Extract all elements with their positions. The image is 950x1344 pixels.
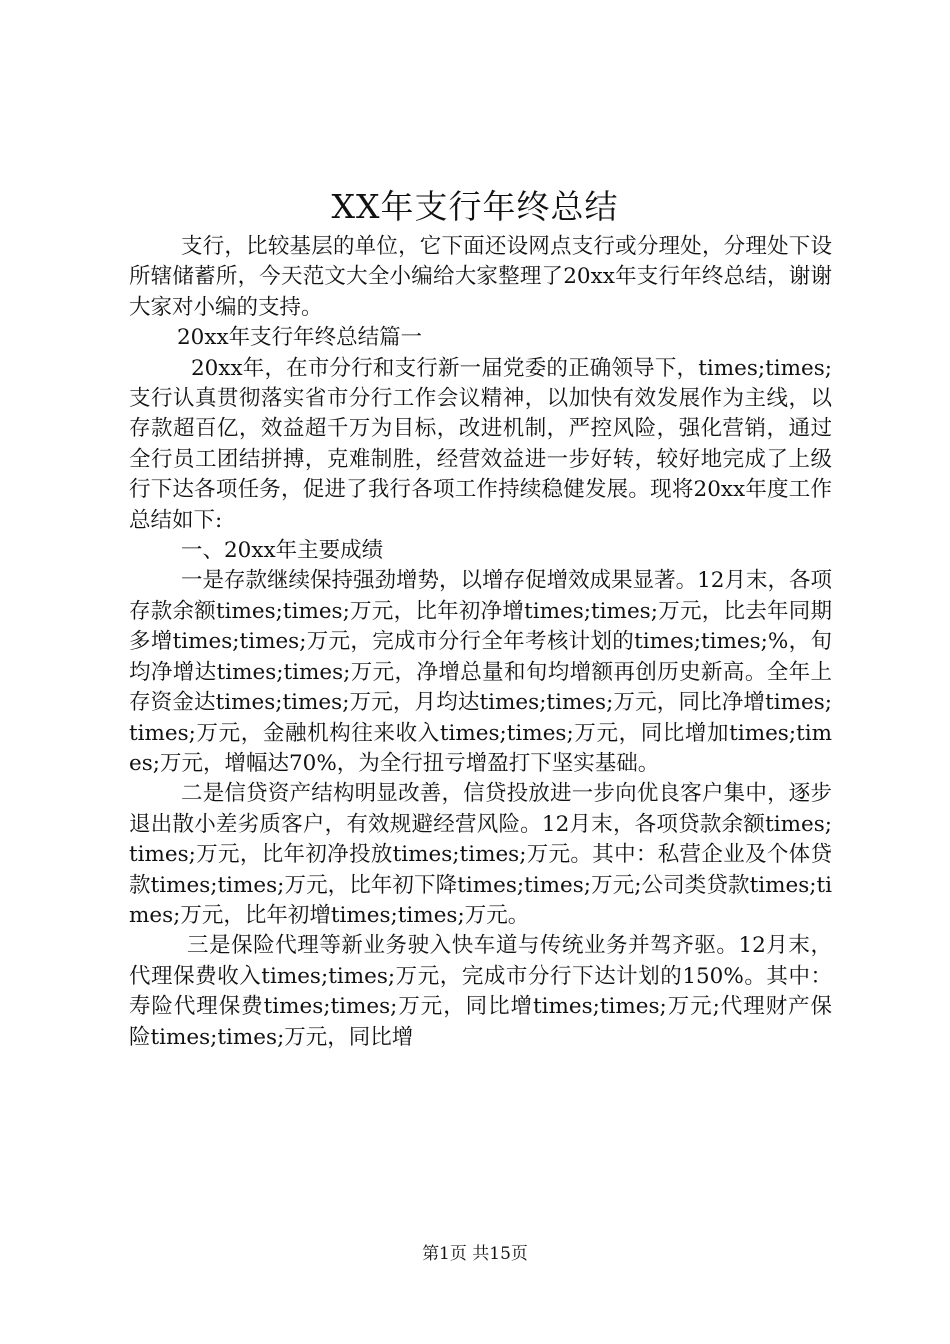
paragraph-deposits: 一是存款继续保持强劲增势，以增存促增效成果显著。12月末，各项存款余额times;times;万元，比年初净增times;times;万元，比去年同期多增times;times;万元，完成市分行全年考核计划的times;times;%，旬均净增达times;times;万元，净增总量和旬均增额再创历史新高。全年上存资金达times;times;万元，月均达times;times;万元，同比净增times;times;万元，金融机构往来收入times;times;万元，同比增加times;times;万元，增幅达70%，为全行扭亏增盈打下坚实基础。 bbox=[129, 568, 832, 776]
document-title: XX年支行年终总结 bbox=[331, 187, 619, 226]
intro-paragraph: 支行，比较基层的单位，它下面还设网点支行或分理处，分理处下设所辖储蓄所，今天范文大全小编给大家整理了20xx年支行年终总结，谢谢大家对小编的支持。 bbox=[129, 234, 832, 320]
section-heading-part-one: 20xx年支行年终总结篇一 bbox=[177, 325, 423, 351]
document-body bbox=[129, 232, 832, 1053]
paragraph-credit-assets: 二是信贷资产结构明显改善，信贷投放进一步向优良客户集中，逐步退出散小差劣质客户，有效规避经营风险。12月末，各项贷款余额times;times;万元，比年初净投放times;times;万元。其中：私营企业及个体贷款times;times;万元，比年初下降times;times;万元;公司类贷款times;times;万元，比年初增times;times;万元。 bbox=[129, 781, 832, 928]
opening-paragraph: 20xx年，在市分行和支行新一届党委的正确领导下，times;times;支行认真贯彻落实省市分行工作会议精神，以加快有效发展作为主线，以存款超百亿，效益超千万为目标，改进机制，严控风险，强化营销，通过全行员工团结拼搏，克难制胜，经营效益进一步好转，较好地完成了上级行下达各项任务，促进了我行各项工作持续稳健发展。现将20xx年度工作总结如下: bbox=[129, 355, 832, 533]
paragraph-insurance-agency: 三是保险代理等新业务驶入快车道与传统业务并驾齐驱。12月末，代理保费收入times;times;万元，完成市分行下达计划的150%。其中：寿险代理保费times;times;万元，同比增times;times;万元;代理财产保险times;times;万元，同比增 bbox=[129, 933, 832, 1050]
page-footer: 第1页 共15页 bbox=[422, 1244, 528, 1264]
section-heading-achievements: 一、20xx年主要成绩 bbox=[181, 538, 384, 564]
